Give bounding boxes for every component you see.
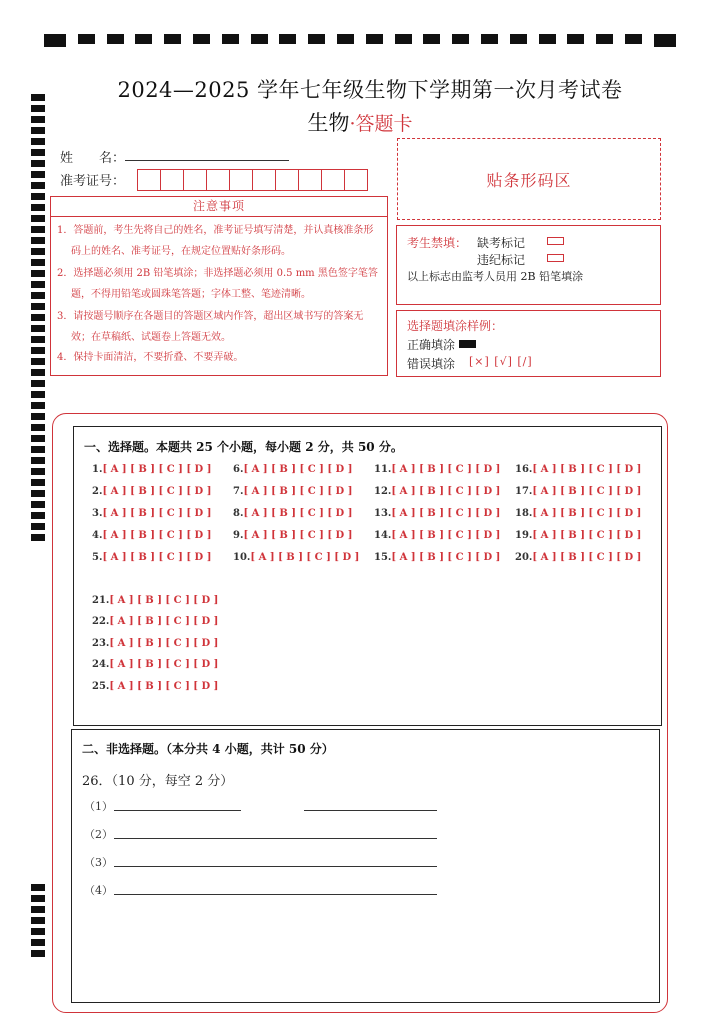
exam-id-digit-box[interactable] [252,169,276,191]
subtitle-dot: · [349,113,356,135]
exam-id-label: 准考证号： [60,174,126,189]
timing-mark [31,950,45,957]
correct-fill-example [459,340,476,348]
answer-options[interactable]: [ A ] [ B ] [ C ] [ D ] [109,638,219,649]
question-number: 4. [92,530,103,541]
timing-mark [31,895,45,902]
wrong-fill-examples: [×] [√] [/] [469,355,533,368]
section-choice [73,426,662,726]
choice-question-24[interactable] [92,659,218,670]
question-26-label: 26．（10 分，每空 2 分） [82,774,234,789]
timing-mark [31,336,45,343]
question-number: 20. [515,552,533,563]
timing-mark [31,160,45,167]
answer-options[interactable]: [ A ] [ B ] [ C ] [ D ] [102,486,212,497]
choice-question-21[interactable] [92,595,218,606]
question-number: 6. [233,464,244,475]
barcode-area [397,138,661,220]
answer-options[interactable]: [ A ] [ B ] [ C ] [ D ] [532,464,642,475]
choice-question-1[interactable] [92,464,211,475]
timing-mark [625,34,642,44]
absent-mark-box[interactable] [547,237,564,245]
notice-item-4: 4．保持卡面清洁，不要折叠、不要弄破。 [57,352,244,363]
timing-mark [423,34,440,44]
question-number: 12. [374,486,392,497]
proctor-note: 以上标志由监考人员用 2B 铅笔填涂 [407,270,584,283]
answer-options[interactable]: [ A ] [ B ] [ C ] [ D ] [109,595,219,606]
timing-mark [31,424,45,431]
exam-id-digit-box[interactable] [321,169,345,191]
answer-options[interactable]: [ A ] [ B ] [ C ] [ D ] [243,486,353,497]
timing-mark [567,34,584,44]
timing-mark [366,34,383,44]
timing-mark [654,34,676,47]
exam-id-digit-box[interactable] [206,169,230,191]
question-number: 10. [233,552,251,563]
exam-id-boxes[interactable] [137,169,367,191]
timing-mark [31,182,45,189]
sub-question-2: （2） [84,828,113,841]
proctor-mark-box [396,225,661,305]
choice-question-14[interactable] [374,530,500,541]
timing-mark [31,193,45,200]
left-timing-marks-lower [31,884,45,961]
timing-mark [31,237,45,244]
timing-mark [31,215,45,222]
exam-id-digit-box[interactable] [298,169,322,191]
timing-mark [44,34,66,47]
answer-line-4[interactable] [114,894,437,895]
choice-question-22[interactable] [92,616,218,627]
timing-mark [31,248,45,255]
question-number: 17. [515,486,533,497]
answer-options[interactable]: [ A ] [ B ] [ C ] [ D ] [102,464,212,475]
section-open [71,729,660,1003]
question-number: 19. [515,530,533,541]
answer-options[interactable]: [ A ] [ B ] [ C ] [ D ] [243,530,353,541]
timing-mark [31,928,45,935]
notice-item-2: 2．选择题必须用 2B 铅笔填涂；非选择题必须用 0.5 mm 黑色签字笔答题，不得用铅笔或圆珠笔答题；字体工整、笔迹清晰。 [57,268,378,300]
sub-question-3: （3） [84,856,113,869]
question-number: 3. [92,508,103,519]
section-choice-title: 一、选择题。本题共 25 个小题，每小题 2 分，共 50 分。 [84,440,403,454]
question-number: 11. [374,464,392,475]
wrong-fill-label: 错误填涂 [407,357,456,371]
timing-mark [31,490,45,497]
timing-mark [251,34,268,44]
violation-label: 违纪标记 [477,253,526,267]
exam-subtitle [0,107,720,137]
answer-options[interactable]: [ A ] [ B ] [ C ] [ D ] [102,530,212,541]
timing-mark [395,34,412,44]
timing-mark [279,34,296,44]
question-number: 24. [92,659,110,670]
timing-mark [31,435,45,442]
timing-mark [31,314,45,321]
answer-options[interactable]: [ A ] [ B ] [ C ] [ D ] [109,659,219,670]
question-number: 21. [92,595,110,606]
timing-mark [135,34,152,44]
timing-mark [31,468,45,475]
name-input-line[interactable] [125,160,289,161]
sub-question-1: （1） [84,800,113,813]
timing-mark [78,34,95,44]
timing-mark [31,939,45,946]
barcode-area-label: 贴条形码区 [486,170,572,190]
answer-options[interactable]: [ A ] [ B ] [ C ] [ D ] [391,464,501,475]
choice-question-12[interactable] [374,486,500,497]
exam-id-digit-box[interactable] [183,169,207,191]
timing-mark [337,34,354,44]
question-number: 14. [374,530,392,541]
timing-mark [31,906,45,913]
timing-mark [31,204,45,211]
answer-options[interactable]: [ A ] [ B ] [ C ] [ D ] [243,464,353,475]
question-number: 15. [374,552,392,563]
correct-fill-label: 正确填涂 [407,338,456,352]
exam-id-digit-box[interactable] [275,169,299,191]
violation-mark-box[interactable] [547,254,564,262]
choice-question-3[interactable] [92,508,211,519]
choice-question-2[interactable] [92,486,211,497]
question-number: 22. [92,616,110,627]
choice-question-25[interactable] [92,681,218,692]
sub-question-4: （4） [84,884,113,897]
answer-options[interactable]: [ A ] [ B ] [ C ] [ D ] [109,681,219,692]
choice-question-20[interactable] [515,552,641,563]
timing-mark [31,457,45,464]
question-number: 23. [92,638,110,649]
timing-mark [31,138,45,145]
timing-mark [31,325,45,332]
timing-mark [31,413,45,420]
answer-options[interactable]: [ A ] [ B ] [ C ] [ D ] [102,508,212,519]
absent-label: 缺考标记 [477,236,526,250]
choice-question-5[interactable] [92,552,211,563]
question-number: 7. [233,486,244,497]
timing-mark [222,34,239,44]
choice-question-11[interactable] [374,464,500,475]
section-open-title: 二、非选择题。（本分共 4 小题，共计 50 分） [82,742,334,756]
timing-mark [31,501,45,508]
timing-mark [193,34,210,44]
question-number: 25. [92,681,110,692]
timing-mark [31,303,45,310]
answer-card-label: 答题卡 [355,113,413,135]
timing-mark [31,226,45,233]
timing-mark [107,34,124,44]
timing-mark [31,281,45,288]
question-number: 18. [515,508,533,519]
exam-id-digit-box[interactable] [160,169,184,191]
name-label: 姓 名： [60,151,126,166]
answer-options[interactable]: [ A ] [ B ] [ C ] [ D ] [109,616,219,627]
notice-box [50,196,388,376]
timing-mark [510,34,527,44]
timing-mark [31,884,45,891]
choice-question-17[interactable] [515,486,641,497]
timing-mark [31,149,45,156]
exam-title: 2024—2025 学年七年级生物下学期第一次月考试卷 [117,78,623,102]
timing-mark [31,391,45,398]
sample-label: 选择题填涂样例： [407,319,504,333]
answer-options[interactable]: [ A ] [ B ] [ C ] [ D ] [532,508,642,519]
timing-mark [31,171,45,178]
question-number: 2. [92,486,103,497]
exam-id-digit-box[interactable] [344,169,368,191]
choice-question-9[interactable] [233,530,352,541]
answer-line-1b[interactable] [304,810,437,811]
timing-mark [31,917,45,924]
subject-label: 生物 [307,111,350,135]
question-number: 13. [374,508,392,519]
timing-mark [31,270,45,277]
timing-mark [452,34,469,44]
answer-options[interactable]: [ A ] [ B ] [ C ] [ D ] [391,552,501,563]
choice-question-8[interactable] [233,508,352,519]
question-number: 8. [233,508,244,519]
choice-question-16[interactable] [515,464,641,475]
answer-options[interactable]: [ A ] [ B ] [ C ] [ D ] [391,508,501,519]
notice-heading: 注意事项 [51,197,387,217]
timing-mark [596,34,613,44]
timing-mark [31,292,45,299]
timing-mark [31,534,45,541]
timing-mark [31,347,45,354]
choice-question-10[interactable] [233,552,359,563]
choice-question-15[interactable] [374,552,500,563]
timing-mark [31,446,45,453]
timing-mark [308,34,325,44]
choice-question-13[interactable] [374,508,500,519]
question-number: 5. [92,552,103,563]
proctor-label: 考生禁填： [407,236,468,250]
choice-question-23[interactable] [92,638,218,649]
question-number: 1. [92,464,103,475]
timing-mark [31,380,45,387]
answer-options[interactable]: [ A ] [ B ] [ C ] [ D ] [250,552,360,563]
exam-id-digit-box[interactable] [137,169,161,191]
timing-mark [31,523,45,530]
choice-question-4[interactable] [92,530,211,541]
timing-mark [539,34,556,44]
answer-line-2[interactable] [114,838,437,839]
timing-mark [31,479,45,486]
answer-line-1a[interactable] [114,810,241,811]
question-number: 16. [515,464,533,475]
timing-mark [31,369,45,376]
top-timing-strip [44,34,676,48]
timing-mark [31,512,45,519]
notice-item-3: 3．请按题号顺序在各题目的答题区域内作答，超出区域书写的答案无效；在草稿纸、试题卷上答题无效。 [57,311,364,343]
choice-question-18[interactable] [515,508,641,519]
timing-mark [31,402,45,409]
answer-options[interactable]: [ A ] [ B ] [ C ] [ D ] [532,552,642,563]
fill-sample-box [396,310,661,377]
answer-line-3[interactable] [114,866,437,867]
timing-mark [164,34,181,44]
exam-id-digit-box[interactable] [229,169,253,191]
answer-options[interactable]: [ A ] [ B ] [ C ] [ D ] [102,552,212,563]
answer-options[interactable]: [ A ] [ B ] [ C ] [ D ] [532,486,642,497]
answer-options[interactable]: [ A ] [ B ] [ C ] [ D ] [243,508,353,519]
timing-mark [31,358,45,365]
notice-item-1: 1．答题前，考生先将自己的姓名，准考证号填写清楚，并认真核准条形码上的姓名、准考证号，在规定位置贴好条形码。 [57,225,374,257]
answer-options[interactable]: [ A ] [ B ] [ C ] [ D ] [391,486,501,497]
choice-question-19[interactable] [515,530,641,541]
choice-question-6[interactable] [233,464,352,475]
answer-options[interactable]: [ A ] [ B ] [ C ] [ D ] [391,530,501,541]
question-number: 9. [233,530,244,541]
answer-options[interactable]: [ A ] [ B ] [ C ] [ D ] [532,530,642,541]
left-timing-marks-upper [31,94,45,545]
timing-mark [481,34,498,44]
choice-question-7[interactable] [233,486,352,497]
timing-mark [31,259,45,266]
